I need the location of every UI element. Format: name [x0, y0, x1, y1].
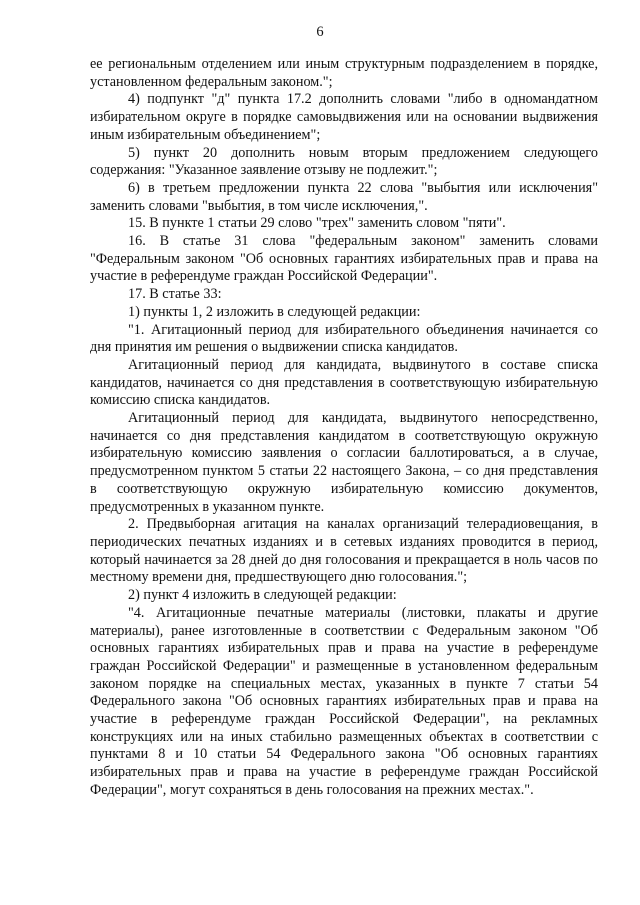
paragraph: 16. В статье 31 слова "федеральным законом" заменить словами "Федеральным законом "Об основных гарантиях избирательных прав и права на участие в референдуме граждан Российской Федерации". — [90, 233, 598, 285]
paragraph: 2) пункт 4 изложить в следующей редакции: — [128, 587, 397, 604]
paragraph: 15. В пункте 1 статьи 29 слово "трех" заменить словом "пяти". — [128, 215, 506, 232]
paragraph: 1) пункты 1, 2 изложить в следующей редакции: — [128, 303, 421, 320]
paragraph: Агитационный период для кандидата, выдвинутого в составе списка кандидатов, начинается со дня представления в соответствующую избирательную комиссию списка кандидатов. — [90, 356, 598, 409]
paragraph: ее региональным отделением или иным структурным подразделением в порядке, установленном федеральным законом."; — [90, 56, 598, 90]
paragraph: "1. Агитационный период для избирательного объединения начинается со дня принятия им решения о выдвижении списка кандидатов. — [90, 321, 598, 356]
paragraph: Агитационный период для кандидата, выдвинутого непосредственно, начинается со дня представления кандидатом в соответствующую окружную избирательную комиссию заявления о согласии баллотироваться, а в случае, предусмотренном пунктом 5 статьи 22 настоящего Закона, – со дня представления в соответствующую окружную избирательную комиссию документов, предусмотренных в указанном пункте. — [90, 410, 598, 515]
paragraph: 4) подпункт "д" пункта 17.2 дополнить словами "либо в одномандатном избирательном округе в порядке самовыдвижения или на основании выдвижения иным избирательным объединением"; — [90, 91, 598, 143]
paragraph: 17. В статье 33: — [128, 286, 222, 303]
document-body — [90, 56, 598, 800]
paragraph: 2. Предвыборная агитация на каналах организаций телерадиовещания, в периодических печатных изданиях и в сетевых изданиях проводится в период, который начинается за 28 дней до дня голосования и прекращается в ноль часов по местному времени дня, предшествующего дню голосования."; — [90, 516, 598, 586]
paragraph: 5) пункт 20 дополнить новым вторым предложением следующего содержания: "Указанное заявление отзыву не подлежит."; — [90, 144, 598, 179]
page-number: 6 — [316, 24, 324, 40]
paragraph: 6) в третьем предложении пункта 22 слова "выбытия или исключения" заменить словами "выбытия, в том числе исключения,". — [90, 179, 598, 214]
paragraph: "4. Агитационные печатные материалы (листовки, плакаты и другие материалы), ранее изготовленные в соответствии с Федеральным законом "Об основных гарантиях избирательных прав и права на участие в референдуме граждан Российской Федерации" и размещенные в установленном федеральным законом порядке на специальных местах, указанных в пункте 7 статьи 54 Федерального закона "Об основных гарантиях избирательных прав и права на участие в референдуме граждан Российской Федерации", на рекламных конструкциях или на иных стабильно размещенных объектах в соответствии с пунктами 8 и 10 статьи 54 Федерального закона "Об основных гарантиях избирательных прав и права на участие в референдуме граждан Российской Федерации", могут сохраняться в день голосования на прежних местах.". — [90, 604, 598, 798]
